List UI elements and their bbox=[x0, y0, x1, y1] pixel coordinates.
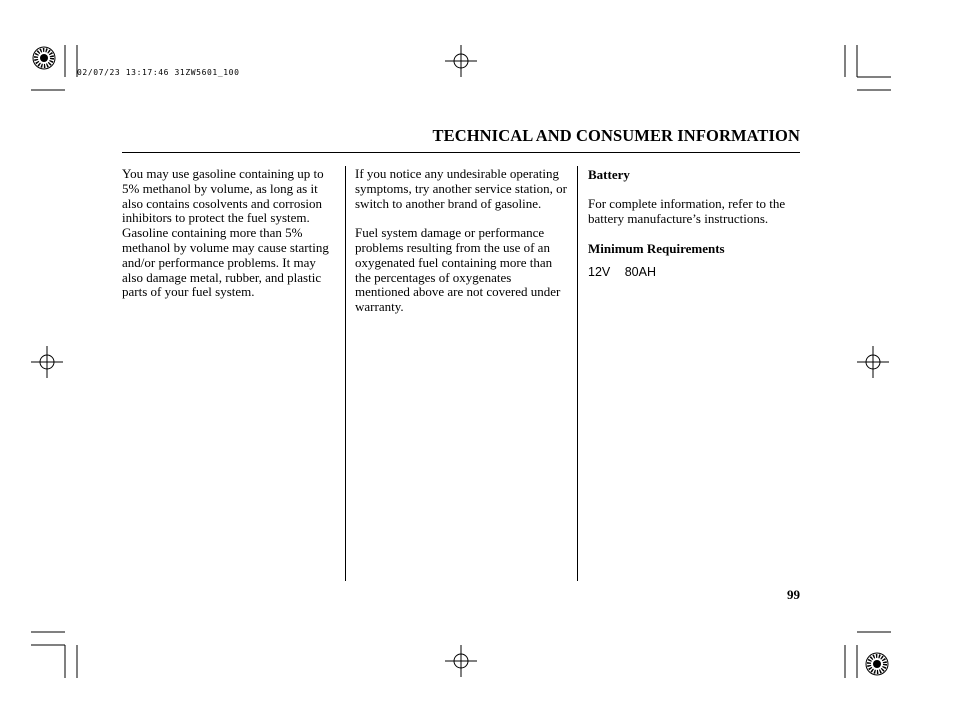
middle-column bbox=[355, 167, 569, 315]
registration-starburst-icon bbox=[33, 47, 55, 69]
header-rule bbox=[122, 152, 800, 153]
min-requirements-heading: Minimum Requirements bbox=[588, 240, 725, 256]
page-title: TECHNICAL AND CONSUMER INFORMATION bbox=[432, 126, 800, 145]
battery-voltage: 12V bbox=[588, 264, 611, 279]
registration-starburst-icon bbox=[866, 653, 888, 675]
battery-text: For complete information, refer to the battery manufacture’s instructions. bbox=[588, 196, 786, 226]
battery-heading: Battery bbox=[588, 167, 630, 182]
right-column bbox=[588, 167, 798, 279]
battery-spec bbox=[588, 265, 798, 279]
column-divider bbox=[577, 166, 578, 581]
left-column bbox=[122, 167, 334, 300]
methanol-paragraph: You may use gasoline containing up to 5% methanol by volume, as long as it also contains cosolvents and corrosion inhibitors to protect the fuel system. Gasoline containing more than 5% methanol by volume may cause starting and/or performance problems. It may also damage metal, rubber, and plastic parts of your fuel system. bbox=[122, 166, 329, 300]
warranty-paragraph: Fuel system damage or performance problems resulting from the use of an oxygenated fuel containing more than the percentages of oxygenates mentioned above are not covered under warranty. bbox=[355, 225, 561, 315]
page-number: 99 bbox=[787, 587, 800, 602]
battery-capacity: 80AH bbox=[624, 264, 657, 279]
column-divider bbox=[345, 166, 346, 581]
symptoms-paragraph: If you notice any undesirable operating symptoms, try another service station, or switch to another brand of gasoline. bbox=[355, 166, 567, 211]
print-stamp: 02/07/23 13:17:46 31ZW5601_100 bbox=[77, 68, 240, 77]
